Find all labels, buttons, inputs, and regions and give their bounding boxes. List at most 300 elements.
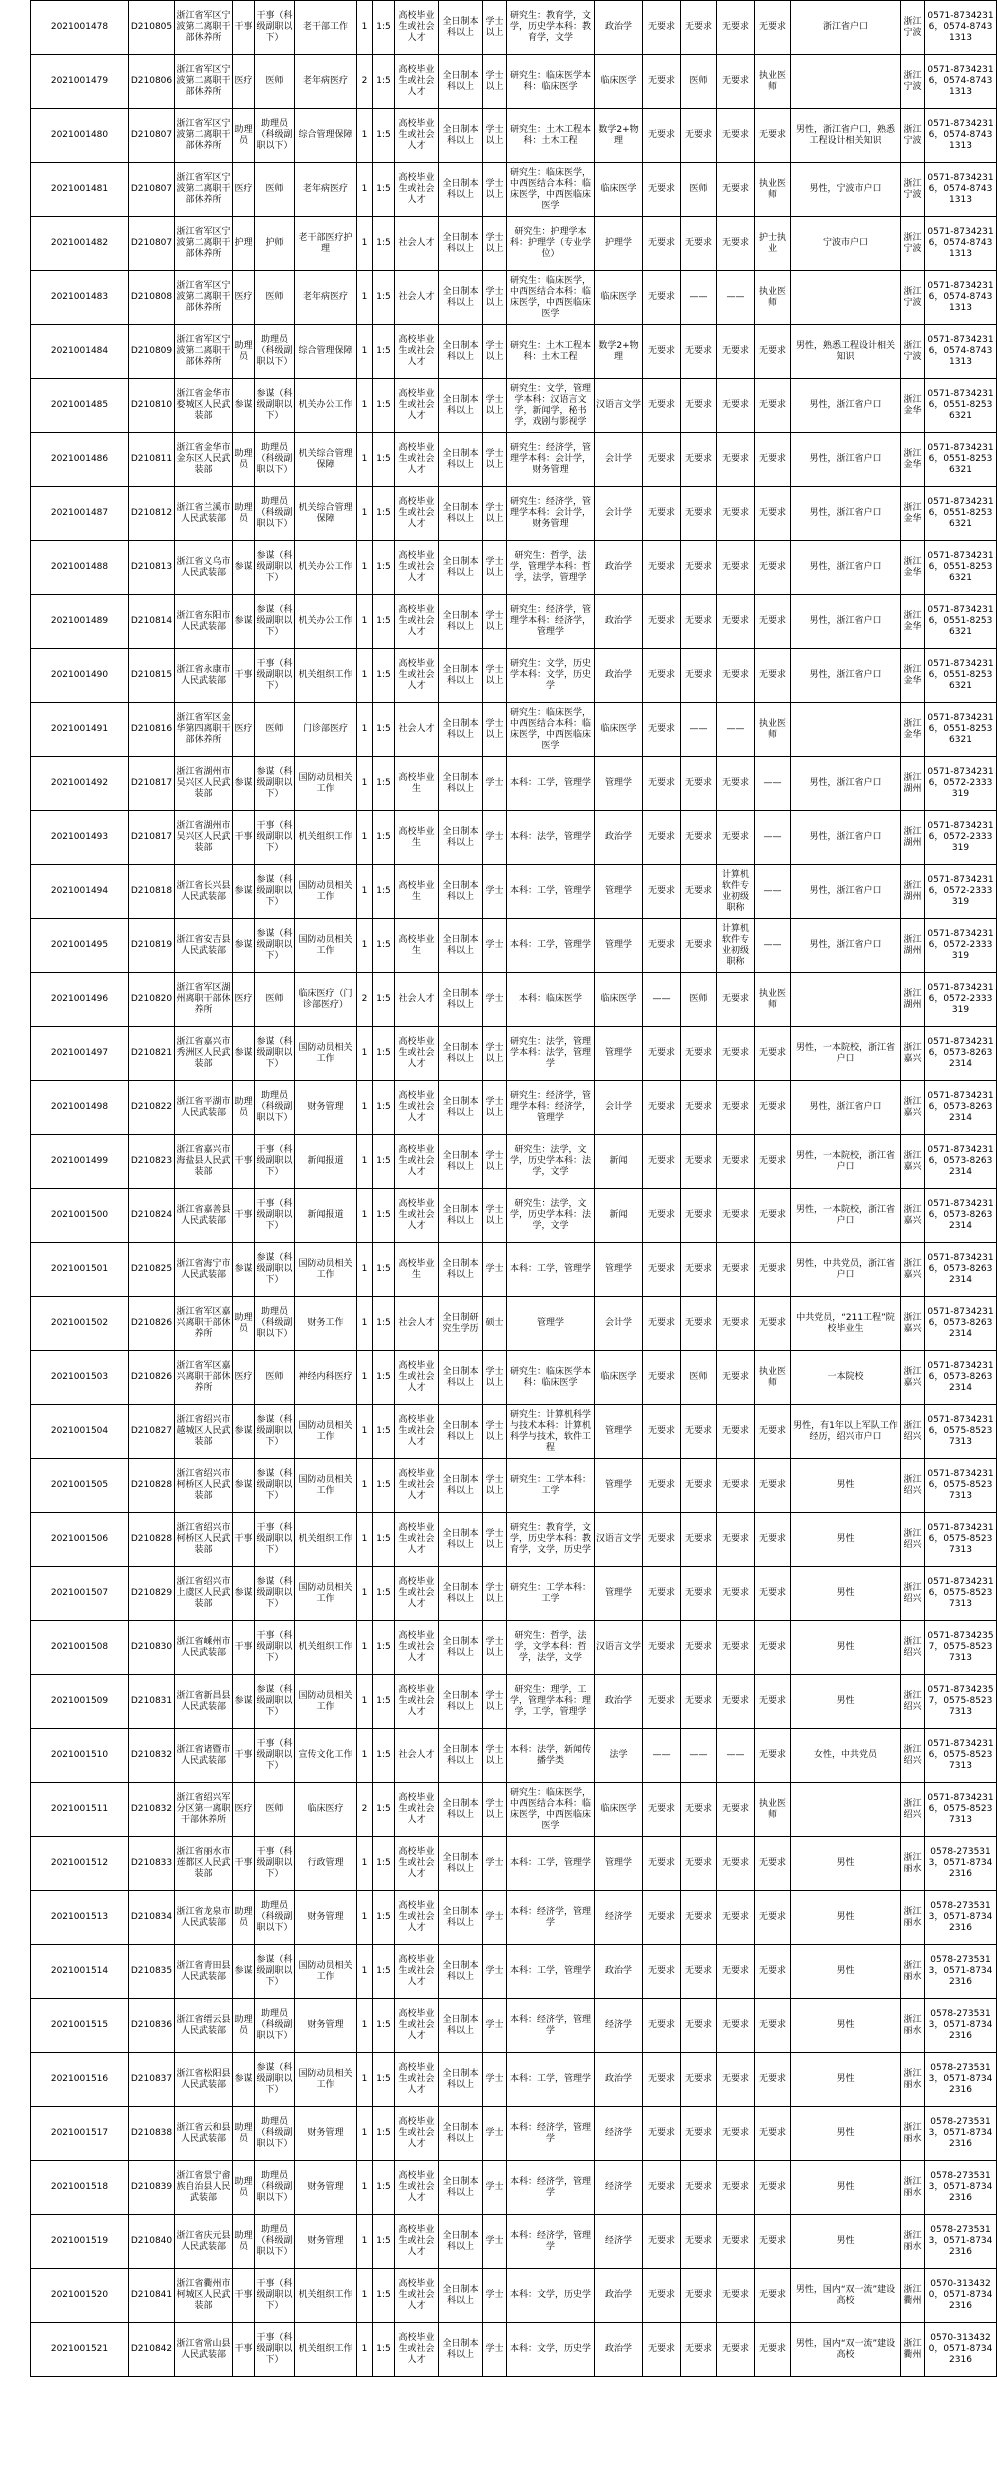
cell-degree: 学士以上	[483, 1135, 507, 1189]
cell-degree: 学士以上	[483, 55, 507, 109]
cell-professional-title: 无要求	[717, 1189, 755, 1243]
cell-position-name: 医疗	[233, 703, 255, 757]
cell-position-code: 2021001508	[31, 1621, 129, 1675]
cell-unit-name: 浙江省绍兴市柯桥区人民武装部	[175, 1459, 233, 1513]
cell-position-name: 参谋	[233, 595, 255, 649]
cell-major: 研究生：哲学，法学，文学本科：哲学，法学，文学	[507, 1621, 595, 1675]
cell-qualification: 无要求	[755, 1297, 791, 1351]
table-row	[31, 1, 997, 55]
cell-position-level: 助理员（科级副职以下）	[255, 2107, 295, 2161]
cell-unit-name: 浙江省军区宁波第二离职干部休养所	[175, 55, 233, 109]
cell-position-code: 2021001492	[31, 757, 129, 811]
cell-qualification: 无要求	[755, 1945, 791, 1999]
cell-professional-title: 无要求	[717, 217, 755, 271]
table-row	[31, 433, 997, 487]
cell-education: 全日制本科以上	[439, 55, 483, 109]
cell-qualification: 无要求	[755, 1729, 791, 1783]
cell-position-code: 2021001514	[31, 1945, 129, 1999]
cell-other-requirements: 男性	[791, 2161, 901, 2215]
cell-work-location: 浙江宁波	[901, 271, 925, 325]
cell-position-level: 助理员（科级副职以下）	[255, 1081, 295, 1135]
cell-unit-name: 浙江省长兴县人民武装部	[175, 865, 233, 919]
cell-professional-title: ——	[717, 703, 755, 757]
cell-job-description: 财务管理	[295, 2215, 357, 2269]
cell-degree: 学士以上	[483, 595, 507, 649]
cell-job-description: 老年病医疗	[295, 271, 357, 325]
cell-professional-title: ——	[717, 271, 755, 325]
cell-job-description: 新闻报道	[295, 1189, 357, 1243]
cell-position-code: 2021001484	[31, 325, 129, 379]
cell-professional-title: 无要求	[717, 1783, 755, 1837]
cell-candidate-source: 高校毕业生或社会人才	[395, 109, 439, 163]
cell-other-requirements: 男性，浙江省户口	[791, 811, 901, 865]
cell-position-code: 2021001502	[31, 1297, 129, 1351]
cell-exam-subject: 政治学	[595, 1945, 643, 1999]
cell-major: 研究生：法学，文学，历史学本科：法学，文学	[507, 1189, 595, 1243]
cell-qualification: 无要求	[755, 379, 791, 433]
table-row	[31, 1513, 997, 1567]
cell-political-status: 无要求	[643, 757, 681, 811]
cell-exam-subject: 汉语言文学	[595, 379, 643, 433]
cell-exam-subject: 数学2+物理	[595, 325, 643, 379]
cell-grassroots-experience: 无要求	[681, 2161, 717, 2215]
cell-other-requirements: 男性，国内“双一流”建设高校	[791, 2269, 901, 2323]
cell-unit-name: 浙江省义乌市人民武装部	[175, 541, 233, 595]
cell-other-requirements: 女性，中共党员	[791, 1729, 901, 1783]
cell-candidate-source: 社会人才	[395, 703, 439, 757]
cell-education: 全日制本科以上	[439, 595, 483, 649]
cell-contact-phone: 0578-2735313，0571-87342316	[925, 2215, 997, 2269]
cell-exam-subject: 政治学	[595, 649, 643, 703]
cell-political-status: 无要求	[643, 433, 681, 487]
cell-job-description: 机关办公工作	[295, 379, 357, 433]
cell-exam-subject: 临床医学	[595, 1351, 643, 1405]
cell-position-name: 参谋	[233, 379, 255, 433]
cell-headcount: 1	[357, 595, 373, 649]
cell-exam-subject: 临床医学	[595, 973, 643, 1027]
cell-position-level: 护师	[255, 217, 295, 271]
cell-ratio: 1:5	[373, 919, 395, 973]
cell-unit-code: D210806	[129, 55, 175, 109]
cell-unit-code: D210823	[129, 1135, 175, 1189]
cell-work-location: 浙江丽水	[901, 2107, 925, 2161]
cell-position-level: 医师	[255, 973, 295, 1027]
cell-position-code: 2021001513	[31, 1891, 129, 1945]
cell-grassroots-experience: 无要求	[681, 1459, 717, 1513]
cell-major: 研究生：法学，管理学本科：法学，管理学	[507, 1027, 595, 1081]
cell-work-location: 浙江丽水	[901, 2053, 925, 2107]
cell-contact-phone: 0571-87342316，0573-82632314	[925, 1297, 997, 1351]
cell-degree: 学士以上	[483, 1351, 507, 1405]
cell-ratio: 1:5	[373, 865, 395, 919]
cell-political-status: 无要求	[643, 1405, 681, 1459]
cell-exam-subject: 经济学	[595, 2215, 643, 2269]
cell-political-status: ——	[643, 1729, 681, 1783]
cell-job-description: 老干部工作	[295, 1, 357, 55]
cell-ratio: 1:5	[373, 433, 395, 487]
cell-headcount: 1	[357, 2161, 373, 2215]
cell-work-location: 浙江金华	[901, 649, 925, 703]
cell-headcount: 1	[357, 865, 373, 919]
cell-position-level: 参谋（科级副职以下）	[255, 1567, 295, 1621]
cell-job-description: 财务管理	[295, 2161, 357, 2215]
cell-unit-name: 浙江省嘉兴市秀洲区人民武装部	[175, 1027, 233, 1081]
cell-exam-subject: 会计学	[595, 433, 643, 487]
cell-ratio: 1:5	[373, 649, 395, 703]
cell-exam-subject: 管理学	[595, 1027, 643, 1081]
cell-position-code: 2021001490	[31, 649, 129, 703]
cell-professional-title: 无要求	[717, 1081, 755, 1135]
cell-education: 全日制本科以上	[439, 1513, 483, 1567]
cell-professional-title: 无要求	[717, 109, 755, 163]
cell-other-requirements: 男性，浙江省户口	[791, 541, 901, 595]
cell-political-status: 无要求	[643, 1513, 681, 1567]
cell-job-description: 财务管理	[295, 1081, 357, 1135]
cell-exam-subject: 政治学	[595, 595, 643, 649]
cell-unit-name: 浙江省衢州市柯城区人民武装部	[175, 2269, 233, 2323]
cell-position-name: 护理	[233, 217, 255, 271]
cell-political-status: 无要求	[643, 1081, 681, 1135]
cell-degree: 学士以上	[483, 1, 507, 55]
cell-major: 研究生：土木工程本科：土木工程	[507, 109, 595, 163]
cell-grassroots-experience: 无要求	[681, 811, 717, 865]
cell-candidate-source: 高校毕业生或社会人才	[395, 1, 439, 55]
cell-work-location: 浙江绍兴	[901, 1405, 925, 1459]
cell-candidate-source: 高校毕业生或社会人才	[395, 1189, 439, 1243]
cell-professional-title: 计算机软件专业初级职称	[717, 865, 755, 919]
table-row	[31, 163, 997, 217]
table-row	[31, 1243, 997, 1297]
cell-ratio: 1:5	[373, 2053, 395, 2107]
cell-political-status: 无要求	[643, 1135, 681, 1189]
cell-work-location: 浙江丽水	[901, 1837, 925, 1891]
cell-position-level: 助理员（科级副职以下）	[255, 1891, 295, 1945]
cell-position-name: 医疗	[233, 163, 255, 217]
cell-unit-code: D210816	[129, 703, 175, 757]
cell-qualification: 无要求	[755, 433, 791, 487]
cell-ratio: 1:5	[373, 1783, 395, 1837]
cell-ratio: 1:5	[373, 271, 395, 325]
cell-education: 全日制本科以上	[439, 1081, 483, 1135]
cell-professional-title: 无要求	[717, 1405, 755, 1459]
cell-headcount: 1	[357, 271, 373, 325]
cell-major: 本科：文学，历史学	[507, 2323, 595, 2377]
cell-candidate-source: 高校毕业生	[395, 757, 439, 811]
table-row	[31, 55, 997, 109]
cell-political-status: 无要求	[643, 1243, 681, 1297]
cell-professional-title: 无要求	[717, 1945, 755, 1999]
cell-grassroots-experience: 医师	[681, 55, 717, 109]
cell-exam-subject: 管理学	[595, 919, 643, 973]
cell-degree: 学士以上	[483, 379, 507, 433]
cell-job-description: 国防动员相关工作	[295, 2053, 357, 2107]
cell-professional-title: 无要求	[717, 1, 755, 55]
table-body	[31, 1, 997, 2377]
cell-education: 全日制本科以上	[439, 649, 483, 703]
cell-headcount: 1	[357, 1081, 373, 1135]
cell-qualification: 无要求	[755, 1999, 791, 2053]
cell-education: 全日制本科以上	[439, 2269, 483, 2323]
cell-headcount: 1	[357, 1297, 373, 1351]
cell-exam-subject: 汉语言文学	[595, 1513, 643, 1567]
cell-unit-name: 浙江省绍兴市越城区人民武装部	[175, 1405, 233, 1459]
cell-ratio: 1:5	[373, 325, 395, 379]
cell-headcount: 1	[357, 2215, 373, 2269]
cell-unit-name: 浙江省军区宁波第二离职干部休养所	[175, 109, 233, 163]
cell-contact-phone: 0571-87342316，0572-2333319	[925, 973, 997, 1027]
table-row	[31, 1675, 997, 1729]
cell-other-requirements	[791, 271, 901, 325]
cell-position-name: 干事	[233, 2323, 255, 2377]
cell-professional-title: 无要求	[717, 1297, 755, 1351]
cell-major: 研究生：文学，历史学本科：文学，历史学	[507, 649, 595, 703]
cell-position-level: 助理员（科级副职以下）	[255, 1297, 295, 1351]
cell-degree: 学士以上	[483, 1783, 507, 1837]
cell-position-name: 干事	[233, 1513, 255, 1567]
cell-contact-phone: 0571-87342316，0573-82632314	[925, 1027, 997, 1081]
cell-ratio: 1:5	[373, 1405, 395, 1459]
cell-position-name: 干事	[233, 1, 255, 55]
cell-unit-code: D210838	[129, 2107, 175, 2161]
cell-candidate-source: 高校毕业生或社会人才	[395, 1351, 439, 1405]
cell-degree: 学士以上	[483, 325, 507, 379]
cell-unit-code: D210832	[129, 1783, 175, 1837]
cell-unit-name: 浙江省湖州市吴兴区人民武装部	[175, 811, 233, 865]
cell-unit-name: 浙江省常山县人民武装部	[175, 2323, 233, 2377]
cell-exam-subject: 汉语言文学	[595, 1621, 643, 1675]
cell-candidate-source: 高校毕业生或社会人才	[395, 1405, 439, 1459]
cell-other-requirements: 男性	[791, 1837, 901, 1891]
cell-position-level: 干事（科级副职以下）	[255, 1, 295, 55]
cell-qualification: 执业医师	[755, 55, 791, 109]
cell-position-name: 参谋	[233, 865, 255, 919]
cell-ratio: 1:5	[373, 1513, 395, 1567]
cell-headcount: 2	[357, 1783, 373, 1837]
cell-unit-code: D210822	[129, 1081, 175, 1135]
cell-other-requirements: 男性，浙江省户口	[791, 649, 901, 703]
cell-education: 全日制本科以上	[439, 163, 483, 217]
cell-political-status: 无要求	[643, 271, 681, 325]
cell-qualification: 无要求	[755, 109, 791, 163]
cell-position-name: 助理员	[233, 2107, 255, 2161]
table-row	[31, 703, 997, 757]
cell-qualification: 执业医师	[755, 703, 791, 757]
cell-education: 全日制本科以上	[439, 1, 483, 55]
cell-unit-name: 浙江省海宁市人民武装部	[175, 1243, 233, 1297]
cell-education: 全日制本科以上	[439, 1621, 483, 1675]
cell-degree: 学士	[483, 2161, 507, 2215]
cell-degree: 学士以上	[483, 217, 507, 271]
cell-major: 研究生：法学，文学，历史学本科：法学，文学	[507, 1135, 595, 1189]
cell-grassroots-experience: 无要求	[681, 649, 717, 703]
cell-job-description: 老干部医疗护理	[295, 217, 357, 271]
cell-exam-subject: 政治学	[595, 2269, 643, 2323]
cell-job-description: 国防动员相关工作	[295, 1405, 357, 1459]
cell-unit-code: D210815	[129, 649, 175, 703]
cell-professional-title: 无要求	[717, 163, 755, 217]
cell-degree: 学士以上	[483, 163, 507, 217]
cell-qualification: 无要求	[755, 1621, 791, 1675]
cell-grassroots-experience: 无要求	[681, 1675, 717, 1729]
cell-position-level: 助理员（科级副职以下）	[255, 325, 295, 379]
cell-unit-code: D210834	[129, 1891, 175, 1945]
cell-qualification: 无要求	[755, 1, 791, 55]
cell-other-requirements	[791, 703, 901, 757]
cell-grassroots-experience: 无要求	[681, 1891, 717, 1945]
cell-unit-code: D210825	[129, 1243, 175, 1297]
cell-headcount: 1	[357, 1405, 373, 1459]
cell-unit-name: 浙江省嘉兴市海盐县人民武装部	[175, 1135, 233, 1189]
cell-education: 全日制本科以上	[439, 1027, 483, 1081]
cell-work-location: 浙江金华	[901, 703, 925, 757]
cell-education: 全日制本科以上	[439, 919, 483, 973]
cell-job-description: 国防动员相关工作	[295, 757, 357, 811]
cell-job-description: 国防动员相关工作	[295, 1243, 357, 1297]
cell-candidate-source: 高校毕业生	[395, 919, 439, 973]
cell-contact-phone: 0571-87342316，0572-2333319	[925, 757, 997, 811]
cell-exam-subject: 新闻	[595, 1189, 643, 1243]
cell-headcount: 1	[357, 1945, 373, 1999]
cell-major: 本科：工学，管理学	[507, 919, 595, 973]
cell-candidate-source: 高校毕业生或社会人才	[395, 1027, 439, 1081]
cell-work-location: 浙江嘉兴	[901, 1081, 925, 1135]
cell-headcount: 1	[357, 217, 373, 271]
cell-political-status: 无要求	[643, 1, 681, 55]
cell-degree: 学士以上	[483, 1675, 507, 1729]
cell-grassroots-experience: 无要求	[681, 757, 717, 811]
cell-other-requirements: 男性	[791, 1513, 901, 1567]
cell-position-code: 2021001497	[31, 1027, 129, 1081]
cell-unit-code: D210832	[129, 1729, 175, 1783]
cell-position-name: 干事	[233, 649, 255, 703]
cell-exam-subject: 会计学	[595, 1297, 643, 1351]
cell-unit-code: D210835	[129, 1945, 175, 1999]
cell-other-requirements: 男性	[791, 1567, 901, 1621]
cell-unit-name: 浙江省金华市金东区人民武装部	[175, 433, 233, 487]
cell-position-level: 医师	[255, 703, 295, 757]
cell-work-location: 浙江湖州	[901, 811, 925, 865]
cell-exam-subject: 经济学	[595, 1891, 643, 1945]
cell-exam-subject: 数学2+物理	[595, 109, 643, 163]
cell-other-requirements: 男性	[791, 1675, 901, 1729]
table-row	[31, 1567, 997, 1621]
cell-professional-title: 无要求	[717, 2215, 755, 2269]
cell-unit-code: D210826	[129, 1297, 175, 1351]
cell-unit-code: D210820	[129, 973, 175, 1027]
cell-candidate-source: 高校毕业生或社会人才	[395, 1459, 439, 1513]
cell-position-name: 助理员	[233, 1891, 255, 1945]
cell-unit-code: D210839	[129, 2161, 175, 2215]
cell-position-name: 干事	[233, 811, 255, 865]
cell-ratio: 1:5	[373, 1567, 395, 1621]
cell-position-level: 参谋（科级副职以下）	[255, 1243, 295, 1297]
cell-job-description: 行政管理	[295, 1837, 357, 1891]
cell-other-requirements: 男性，浙江省户口	[791, 757, 901, 811]
cell-contact-phone: 0571-87342316，0574-87431313	[925, 271, 997, 325]
cell-position-code: 2021001486	[31, 433, 129, 487]
cell-work-location: 浙江绍兴	[901, 1783, 925, 1837]
cell-exam-subject: 经济学	[595, 1999, 643, 2053]
cell-political-status: 无要求	[643, 1189, 681, 1243]
cell-position-level: 参谋（科级副职以下）	[255, 379, 295, 433]
cell-work-location: 浙江绍兴	[901, 1729, 925, 1783]
cell-contact-phone: 0571-87342316，0551-82536321	[925, 379, 997, 433]
cell-degree: 学士	[483, 2269, 507, 2323]
cell-degree: 学士	[483, 757, 507, 811]
cell-work-location: 浙江嘉兴	[901, 1243, 925, 1297]
cell-other-requirements: 男性，浙江省户口	[791, 919, 901, 973]
cell-candidate-source: 高校毕业生或社会人才	[395, 1945, 439, 1999]
cell-grassroots-experience: 无要求	[681, 1513, 717, 1567]
cell-position-code: 2021001520	[31, 2269, 129, 2323]
cell-position-code: 2021001499	[31, 1135, 129, 1189]
cell-position-code: 2021001478	[31, 1, 129, 55]
cell-other-requirements: 男性	[791, 1891, 901, 1945]
cell-position-level: 参谋（科级副职以下）	[255, 865, 295, 919]
cell-contact-phone: 0578-2735313，0571-87342316	[925, 1891, 997, 1945]
cell-work-location: 浙江湖州	[901, 757, 925, 811]
cell-contact-phone: 0571-87342316，0574-87431313	[925, 1, 997, 55]
cell-degree: 学士	[483, 811, 507, 865]
cell-position-code: 2021001519	[31, 2215, 129, 2269]
cell-qualification: 无要求	[755, 1189, 791, 1243]
cell-position-level: 参谋（科级副职以下）	[255, 541, 295, 595]
cell-major: 研究生：临床医学本科：临床医学	[507, 1351, 595, 1405]
cell-position-name: 干事	[233, 1621, 255, 1675]
cell-grassroots-experience: 无要求	[681, 865, 717, 919]
cell-job-description: 宣传文化工作	[295, 1729, 357, 1783]
cell-ratio: 1:5	[373, 2215, 395, 2269]
cell-major: 研究生：临床医学本科：临床医学	[507, 55, 595, 109]
cell-qualification: 无要求	[755, 1027, 791, 1081]
cell-grassroots-experience: 无要求	[681, 379, 717, 433]
cell-job-description: 财务管理	[295, 1999, 357, 2053]
cell-work-location: 浙江嘉兴	[901, 1135, 925, 1189]
cell-unit-code: D210811	[129, 433, 175, 487]
cell-education: 全日制本科以上	[439, 1189, 483, 1243]
cell-qualification: 无要求	[755, 541, 791, 595]
cell-contact-phone: 0578-2735313，0571-87342316	[925, 2161, 997, 2215]
cell-contact-phone: 0571-87342316，0572-2333319	[925, 865, 997, 919]
cell-professional-title: 无要求	[717, 2161, 755, 2215]
cell-other-requirements: 男性	[791, 2053, 901, 2107]
cell-work-location: 浙江丽水	[901, 1999, 925, 2053]
cell-contact-phone: 0571-87342316，0573-82632314	[925, 1081, 997, 1135]
cell-other-requirements	[791, 1783, 901, 1837]
cell-political-status: 无要求	[643, 2161, 681, 2215]
cell-contact-phone: 0571-87342316，0551-82536321	[925, 649, 997, 703]
cell-unit-name: 浙江省东阳市人民武装部	[175, 595, 233, 649]
cell-professional-title: 无要求	[717, 487, 755, 541]
cell-candidate-source: 高校毕业生或社会人才	[395, 1675, 439, 1729]
cell-position-name: 医疗	[233, 271, 255, 325]
cell-ratio: 1:5	[373, 1945, 395, 1999]
cell-grassroots-experience: 无要求	[681, 109, 717, 163]
cell-contact-phone: 0571-87342316，0574-87431313	[925, 55, 997, 109]
cell-political-status: 无要求	[643, 55, 681, 109]
cell-work-location: 浙江金华	[901, 595, 925, 649]
cell-candidate-source: 高校毕业生或社会人才	[395, 2161, 439, 2215]
cell-other-requirements: 男性	[791, 2215, 901, 2269]
cell-position-code: 2021001494	[31, 865, 129, 919]
cell-work-location: 浙江丽水	[901, 1891, 925, 1945]
cell-position-level: 参谋（科级副职以下）	[255, 1945, 295, 1999]
cell-major: 本科：文学，历史学	[507, 2269, 595, 2323]
cell-unit-name: 浙江省绍兴市上虞区人民武装部	[175, 1567, 233, 1621]
cell-position-name: 医疗	[233, 973, 255, 1027]
cell-position-name: 参谋	[233, 1459, 255, 1513]
cell-unit-name: 浙江省军区宁波第二离职干部休养所	[175, 163, 233, 217]
